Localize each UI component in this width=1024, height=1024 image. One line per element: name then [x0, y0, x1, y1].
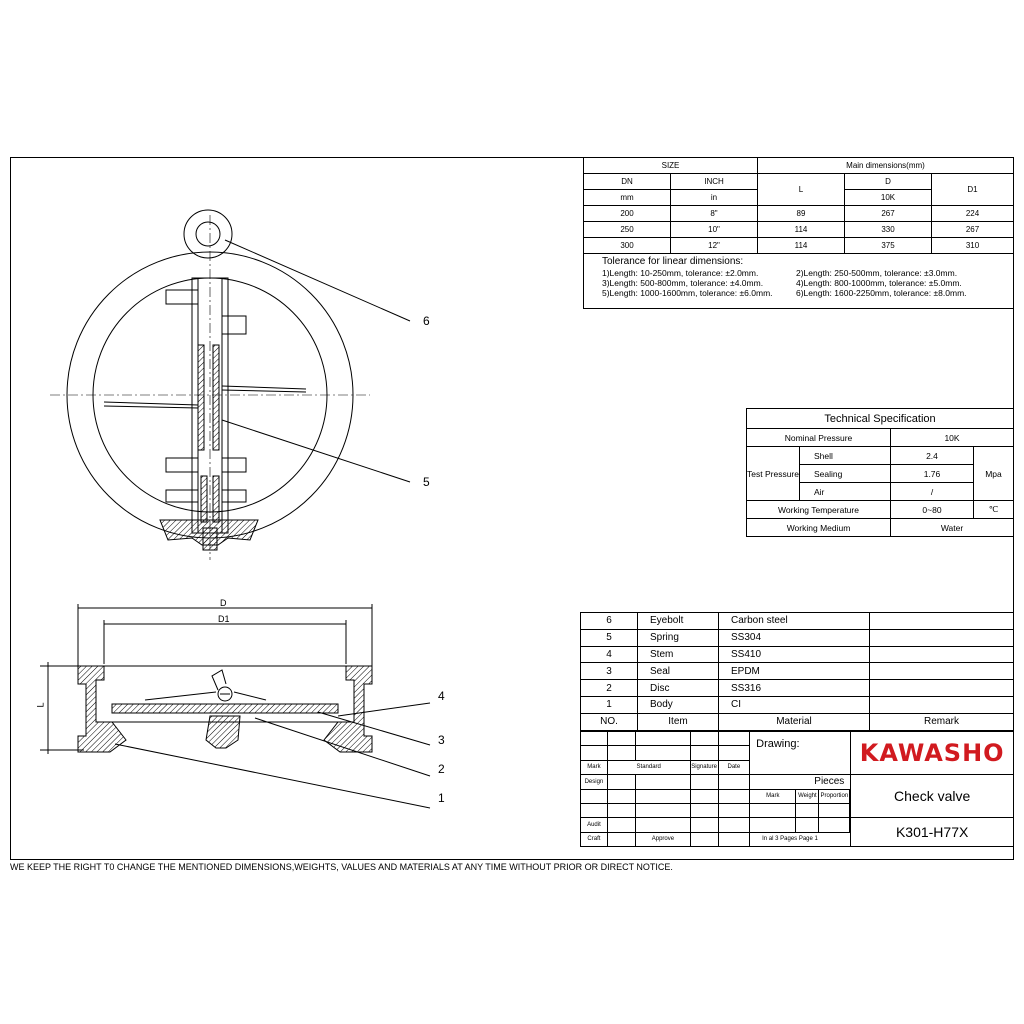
dim-label-l: L [35, 702, 46, 708]
dim-label-d1: D1 [218, 614, 230, 624]
table-row: 200 8" 89 267 224 [584, 206, 1014, 222]
spring-right [213, 345, 219, 450]
callout-1: 1 [438, 791, 445, 805]
product-name: Check valve [851, 775, 1014, 818]
dim-label-d: D [220, 598, 227, 608]
disc-left [104, 402, 198, 405]
table-row: 3 Seal EPDM [581, 663, 1014, 680]
disc-right [222, 386, 306, 389]
table-row: 250 10" 114 330 267 [584, 222, 1014, 238]
dimensions-table: SIZE Main dimensions(mm) DN INCH L D D1 mm in 10K 200 8" 89 267 224 250 10" 114 330 267 300 12" 114 375 310 [583, 157, 1014, 254]
eyebolt-ring-outer [184, 210, 232, 258]
table-row: 2 Disc SS316 [581, 680, 1014, 697]
callout-4: 4 [438, 689, 445, 703]
drawing-label: Drawing: [750, 732, 851, 775]
company-logo [851, 732, 1014, 775]
spring-left [198, 345, 204, 450]
table-row: 6 Eyebolt Carbon steel [581, 613, 1014, 630]
callout-3: 3 [438, 733, 445, 747]
parts-list-table [580, 612, 1014, 731]
kawasho-logo: KAWASHO [859, 739, 1005, 768]
center-boss [206, 716, 240, 748]
table-row: 1 Body CI [581, 696, 1014, 713]
table-row: 300 12" 114 375 310 [584, 238, 1014, 254]
disclaimer-footer: WE KEEP THE RIGHT T0 CHANGE THE MENTIONED DIMENSIONS,WEIGHTS, VALUES AND MATERIALS AT ANY TIME WITHOUT PRIOR OR DIRECT NOTICE. [10, 862, 673, 872]
table-row: 4 Stem SS410 [581, 646, 1014, 663]
callout-5: 5 [423, 475, 430, 489]
disc-section [112, 704, 338, 713]
technical-spec-table: Technical Specification Nominal Pressure 10K Test Pressure Shell 2.4 Mpa Sealing 1.76 Air / Working Temperature 0~80 ℃ Working Medium Water [746, 408, 1014, 537]
eyebolt-ring-inner [196, 222, 220, 246]
callout-2: 2 [438, 762, 445, 776]
title-block: Drawing: KAWASHO Mark Standard Signature Date Design Pieces Check valve Mark Weight Proportion Audit K301-H77X Craft Approve In al 3 Pages Page 1 [580, 731, 1014, 847]
table-row: 5 Spring SS304 [581, 629, 1014, 646]
model-number: K301-H77X [851, 818, 1014, 847]
callout-6: 6 [423, 314, 430, 328]
tolerance-notes: Tolerance for linear dimensions: 1)Length: 10-250mm, tolerance: ±2.0mm. 2)Length: 250-500mm, tolerance: ±3.0mm. 3)Length: 500-800mm, tolerance: ±4.0mm. 4)Length: 800-1000mm, tolerance: ±5.0mm. 5)Length: 1000-1600mm, tolerance: ±6.0mm. 6)Length: 1600-2250mm, tolerance: ±8.0mm. [583, 254, 1014, 309]
tolerance-title: Tolerance for linear dimensions: [602, 256, 744, 267]
table-header: NO. Item Material Remark [581, 713, 1014, 730]
